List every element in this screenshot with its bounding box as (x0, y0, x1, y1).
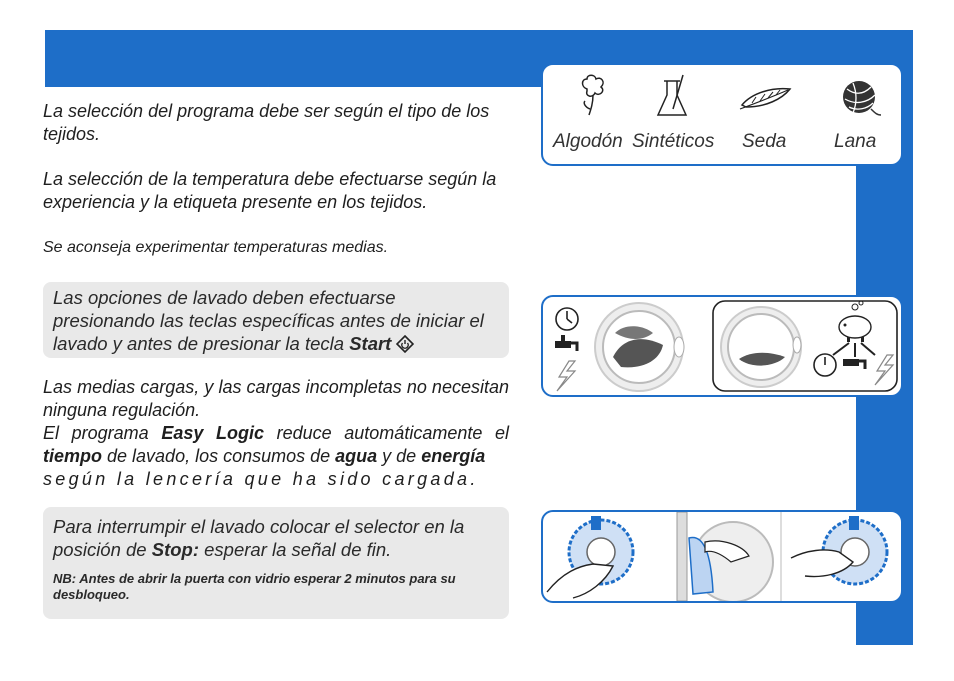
agua-label: agua (335, 446, 378, 466)
stop-text-end: esperar la señal de fin. (199, 539, 392, 560)
loads-line-2 (43, 422, 509, 468)
stop-illustration (543, 512, 901, 601)
feather-icon (738, 79, 794, 119)
stop-box (43, 507, 509, 619)
loads-text-c: de lavado, los consumos de (102, 446, 336, 466)
fabric-label-seda: Seda (742, 131, 787, 152)
stop-illustration-panel (541, 510, 903, 603)
energia-label: energía (421, 446, 486, 466)
loads-text-d: y de (377, 446, 422, 466)
piggy-bank-icon (839, 301, 871, 342)
fabric-label-algodon: Algodón (553, 131, 623, 152)
stop-text (43, 507, 509, 561)
flask-icon (653, 73, 693, 123)
loads-text-a: El programa (43, 423, 162, 443)
intro-paragraph-1: La selección del programa debe ser según el tipo de los tejidos. (43, 101, 490, 144)
fabric-label-lana: Lana (834, 131, 877, 152)
options-text-body: Las opciones de lavado deben efectuarse presionando las teclas específicas antes de iniciar el lavado y antes de presionar la tecla (53, 287, 484, 354)
loads-paragraph (43, 376, 509, 491)
loads-line-1: Las medias cargas, y las cargas incompletas no necesitan ninguna regulación. (43, 377, 509, 420)
start-label: Start (349, 333, 392, 354)
intro-paragraph-3: Se aconseja experimentar temperaturas medias. (43, 239, 389, 256)
options-box (43, 282, 509, 358)
easy-logic-label: Easy Logic (161, 423, 264, 443)
loads-text-b: reduce automáticamente el (263, 423, 509, 443)
stop-note: NB: Antes de abrir la puerta con vidrio esperar 2 minutos para su desbloqueo. (53, 571, 456, 602)
options-text (43, 282, 509, 355)
diamond-power-icon (396, 335, 414, 353)
timer-icon (556, 308, 578, 330)
fabric-panel (541, 63, 903, 166)
load-illustration-panel (541, 295, 903, 397)
cotton-flower-icon (573, 73, 613, 123)
stop-label: Stop: (151, 539, 199, 560)
hand-icon (547, 564, 613, 598)
tiempo-label: tiempo (43, 446, 103, 466)
energy-bolt-icon (557, 361, 575, 391)
half-load-illustration (543, 297, 901, 395)
wool-ball-icon (837, 75, 883, 121)
intro-paragraph-2: La selección de la temperatura debe efectuarse según la experiencia y la etiqueta presente en los tejidos. (43, 169, 497, 212)
fabric-label-sinteticos: Sintéticos (632, 131, 715, 152)
stop-text-body: Para interrumpir el lavado colocar el selector en la posición de (53, 516, 465, 560)
water-tap-icon (555, 335, 577, 351)
loads-line-3: según la lencería que ha sido cargada. (43, 469, 479, 489)
